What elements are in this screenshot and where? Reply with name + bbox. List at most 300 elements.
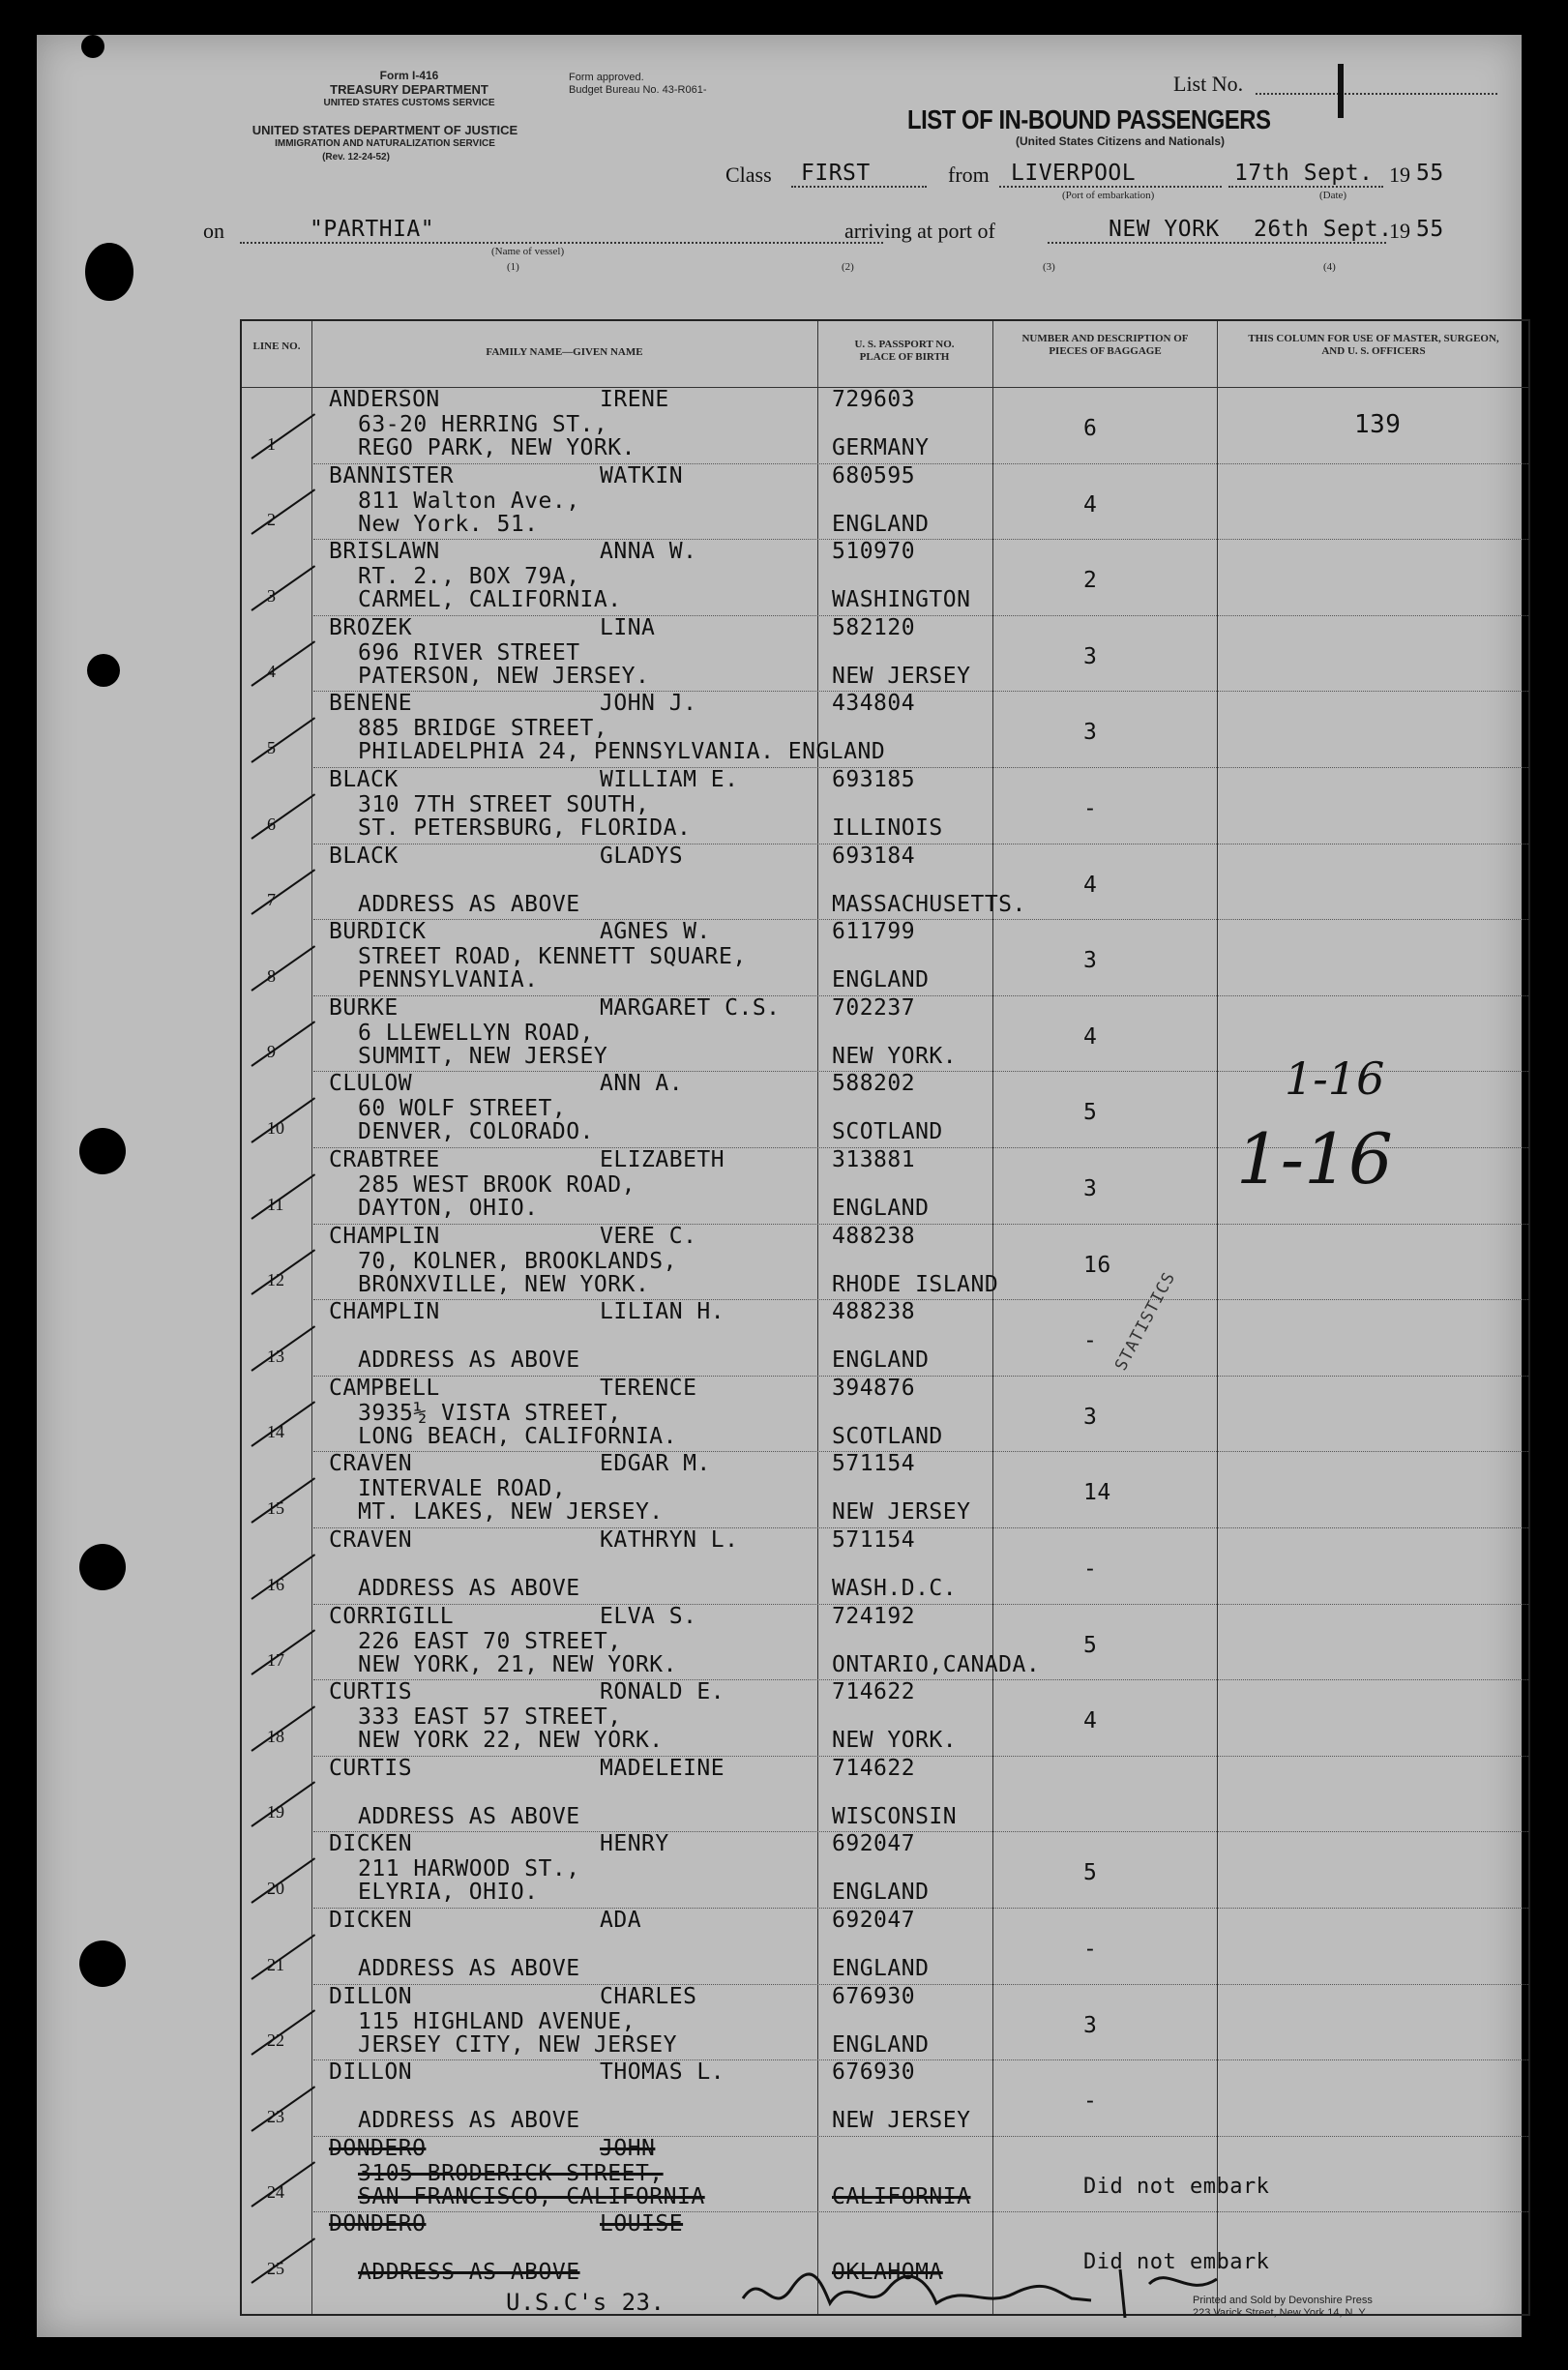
arrival-port: NEW YORK xyxy=(1109,217,1220,242)
passenger-row xyxy=(242,1527,1528,1604)
line-number: 1 xyxy=(267,433,276,454)
address-line-2: NEW YORK 22, NEW YORK. xyxy=(358,1728,664,1754)
address-line-2: ADDRESS AS ABOVE xyxy=(358,1576,580,1601)
passport-number: 692047 xyxy=(832,1831,916,1857)
passenger-row xyxy=(242,1376,1528,1452)
address-line-2: PENNSYLVANIA. xyxy=(358,967,539,993)
from-line xyxy=(999,186,1222,188)
place-of-birth: ENGLAND xyxy=(832,511,930,537)
address-line-1: 696 RIVER STREET xyxy=(358,639,580,666)
passport-number: 488238 xyxy=(832,1299,916,1325)
passenger-row xyxy=(242,1908,1528,1984)
customs-service: UNITED STATES CUSTOMS SERVICE xyxy=(323,98,495,108)
baggage-count: 3 xyxy=(1083,720,1098,746)
line-number: 7 xyxy=(267,890,276,910)
arrival-date: 26th Sept. xyxy=(1254,217,1393,242)
address-line-1: 211 HARWOOD ST., xyxy=(358,1856,580,1882)
passenger-row xyxy=(242,1299,1528,1376)
address-line-1: 63-20 HERRING ST., xyxy=(358,412,608,437)
passenger-row xyxy=(242,1679,1528,1756)
address-line-1: RT. 2., BOX 79A, xyxy=(358,564,580,590)
vessel-line xyxy=(240,242,883,244)
passenger-row xyxy=(242,615,1528,692)
on-label: on xyxy=(203,219,224,243)
place-of-birth: ILLINOIS xyxy=(832,815,943,841)
row-divider xyxy=(313,2059,1528,2060)
address-line-2: New York. 51. xyxy=(358,511,539,537)
address-line-1: 115 HIGHLAND AVENUE, xyxy=(358,2008,636,2034)
row-divider xyxy=(313,1224,1528,1225)
passenger-row xyxy=(242,844,1528,920)
line-number: 14 xyxy=(267,1422,284,1442)
address-line-1: INTERVALE ROAD, xyxy=(358,1476,567,1502)
line-number: 10 xyxy=(267,1117,284,1138)
place-of-birth: WASHINGTON xyxy=(832,587,971,613)
place-of-birth: NEW JERSEY xyxy=(832,2108,971,2134)
address-line-1: 885 BRIDGE STREET, xyxy=(358,716,608,742)
column-header-name: FAMILY NAME—GIVEN NAME xyxy=(486,346,643,358)
passport-number: 714622 xyxy=(832,1679,916,1705)
printer-line-1: Printed and Sold by Devonshire Press xyxy=(1193,2295,1373,2306)
baggage-count: 4 xyxy=(1083,872,1098,898)
given-name: WILLIAM E. xyxy=(600,767,739,792)
line-number: 5 xyxy=(267,737,276,757)
passport-number: 313881 xyxy=(832,1147,916,1172)
from-value: LIVERPOOL xyxy=(1011,161,1137,186)
given-name: LINA xyxy=(600,614,656,640)
tick-mark xyxy=(251,413,315,459)
given-name: HENRY xyxy=(600,1831,669,1857)
given-name: MADELEINE xyxy=(600,1755,725,1781)
row-divider xyxy=(313,1604,1528,1605)
family-name: BRISLAWN xyxy=(329,539,440,565)
baggage-count: - xyxy=(1083,1937,1098,1962)
place-of-birth: MASSACHUSETTS. xyxy=(832,891,1026,917)
family-name: BLACK xyxy=(329,767,399,792)
form-approved: Form approved. xyxy=(569,72,644,83)
passenger-list-form xyxy=(37,35,1522,2337)
passport-number: 588202 xyxy=(832,1071,916,1097)
address-line-2: MT. LAKES, NEW JERSEY. xyxy=(358,1499,664,1526)
place-of-birth: ONTARIO,CANADA. xyxy=(832,1651,1041,1677)
punch-hole xyxy=(79,1940,126,1987)
embark-note: Did not embark xyxy=(1083,2250,1270,2275)
passenger-row xyxy=(242,1756,1528,1832)
row-divider xyxy=(313,1527,1528,1528)
line-number: 16 xyxy=(267,1574,284,1594)
line-number: 18 xyxy=(267,1726,284,1746)
passenger-row xyxy=(242,387,1528,463)
line-number: 23 xyxy=(267,2106,284,2126)
address-line-2: ADDRESS AS ABOVE xyxy=(358,2260,580,2286)
punch-hole xyxy=(79,1128,126,1174)
baggage-count: 4 xyxy=(1083,1708,1098,1734)
punch-hole xyxy=(85,243,133,301)
column-1-number: (1) xyxy=(507,261,519,273)
given-name: JOHN xyxy=(600,2135,656,2161)
row-divider xyxy=(313,1831,1528,1832)
address-line-1: STREET ROAD, KENNETT SQUARE, xyxy=(358,944,747,970)
address-line-1: 3935½ VISTA STREET, xyxy=(358,1400,622,1426)
row-divider xyxy=(313,1908,1528,1909)
address-line-2: ADDRESS AS ABOVE xyxy=(358,891,580,917)
passport-number: 729603 xyxy=(832,387,916,412)
passport-number: 680595 xyxy=(832,462,916,489)
immigration-service: IMMIGRATION AND NATURALIZATION SERVICE xyxy=(275,138,495,149)
punch-hole xyxy=(85,2337,124,2355)
footer-usc: U.S.C's 23. xyxy=(506,2289,666,2316)
signature-scribble xyxy=(733,2260,1236,2327)
passport-number: 582120 xyxy=(832,614,916,640)
officer-note: 139 xyxy=(1354,410,1402,439)
given-name: JOHN J. xyxy=(600,691,697,717)
address-line-2: ST. PETERSBURG, FLORIDA. xyxy=(358,815,692,841)
baggage-count: - xyxy=(1083,1328,1098,1354)
handwritten-tally-large: 1-16 xyxy=(1236,1118,1393,1200)
given-name: LILIAN H. xyxy=(600,1299,725,1325)
tick-mark xyxy=(251,869,315,915)
passenger-row xyxy=(242,1604,1528,1680)
address-line-1: 6 LLEWELLYN ROAD, xyxy=(358,1020,594,1046)
given-name: ELIZABETH xyxy=(600,1147,725,1172)
line-number: 15 xyxy=(267,1497,284,1518)
vessel-caption: (Name of vessel) xyxy=(491,246,565,257)
family-name: DICKEN xyxy=(329,1831,413,1857)
address-line-2: BRONXVILLE, NEW YORK. xyxy=(358,1271,650,1297)
passenger-row xyxy=(242,1831,1528,1908)
place-of-birth: NEW YORK. xyxy=(832,1728,958,1754)
baggage-count: 3 xyxy=(1083,643,1098,669)
tick-mark xyxy=(251,793,315,840)
passenger-row xyxy=(242,1451,1528,1527)
embark-note: Did not embark xyxy=(1083,2174,1270,2199)
passport-number: 434804 xyxy=(832,691,916,717)
given-name: THOMAS L. xyxy=(600,2059,725,2086)
baggage-count: - xyxy=(1083,1556,1098,1582)
arrival-line xyxy=(1048,242,1386,244)
column-4-number: (4) xyxy=(1323,261,1336,273)
row-divider xyxy=(313,539,1528,540)
family-name: CRABTREE xyxy=(329,1147,440,1172)
family-name: CHAMPLIN xyxy=(329,1299,440,1325)
given-name: WATKIN xyxy=(600,462,684,489)
column-2-number: (2) xyxy=(842,261,854,273)
place-of-birth: CALIFORNIA xyxy=(832,2183,971,2209)
passenger-table xyxy=(240,319,1530,2316)
family-name: DONDERO xyxy=(329,2135,427,2161)
given-name: ADA xyxy=(600,1908,642,1933)
family-name: CAMPBELL xyxy=(329,1375,440,1401)
family-name: CORRIGILL xyxy=(329,1603,455,1629)
list-no-mark xyxy=(1338,64,1344,118)
family-name: CURTIS xyxy=(329,1679,413,1705)
place-of-birth: ENGLAND xyxy=(832,1348,930,1374)
address-line-2: ELYRIA, OHIO. xyxy=(358,1880,539,1906)
arrival-year-prefix: 19 xyxy=(1389,219,1410,243)
tick-mark xyxy=(251,717,315,763)
family-name: CRAVEN xyxy=(329,1451,413,1477)
line-number: 20 xyxy=(267,1878,284,1898)
class-value: FIRST xyxy=(801,161,871,186)
row-divider xyxy=(313,691,1528,692)
place-of-birth: NEW YORK. xyxy=(832,1043,958,1069)
given-name: AGNES W. xyxy=(600,919,711,945)
column-3-number: (3) xyxy=(1043,261,1055,273)
address-line-2: LONG BEACH, CALIFORNIA. xyxy=(358,1423,677,1449)
passport-number: 692047 xyxy=(832,1908,916,1933)
list-no-line xyxy=(1256,93,1497,95)
row-divider xyxy=(313,1679,1528,1680)
departure-date-line xyxy=(1228,186,1383,188)
place-of-birth: ENGLAND xyxy=(832,1956,930,1981)
row-divider xyxy=(313,1451,1528,1452)
tick-mark xyxy=(251,641,315,688)
given-name: IRENE xyxy=(600,387,669,412)
baggage-count: - xyxy=(1083,2089,1098,2115)
row-divider xyxy=(313,767,1528,768)
given-name: VERE C. xyxy=(600,1223,697,1249)
class-line xyxy=(791,186,927,188)
address-line-2: SUMMIT, NEW JERSEY xyxy=(358,1043,608,1069)
given-name: ANN A. xyxy=(600,1071,684,1097)
family-name: DONDERO xyxy=(329,2211,427,2237)
passport-number: 510970 xyxy=(832,539,916,565)
baggage-count: 3 xyxy=(1083,948,1098,974)
passport-number: 488238 xyxy=(832,1223,916,1249)
line-number: 11 xyxy=(267,1194,284,1214)
port-embarkation-caption: (Port of embarkation) xyxy=(1062,190,1155,201)
passenger-row xyxy=(242,919,1528,995)
line-number: 2 xyxy=(267,510,276,530)
row-divider xyxy=(313,919,1528,920)
address-line-2: DENVER, COLORADO. xyxy=(358,1119,594,1145)
passenger-row xyxy=(242,539,1528,615)
baggage-count: 4 xyxy=(1083,1023,1098,1050)
place-of-birth: NEW JERSEY xyxy=(832,663,971,689)
departure-date: 17th Sept. xyxy=(1234,161,1374,186)
address-line-1: 60 WOLF STREET, xyxy=(358,1096,567,1122)
family-name: ANDERSON xyxy=(329,387,440,412)
treasury-department: TREASURY DEPARTMENT xyxy=(330,82,488,97)
place-of-birth: OKLAHOMA xyxy=(832,2260,943,2286)
family-name: CURTIS xyxy=(329,1755,413,1781)
place-of-birth: SCOTLAND xyxy=(832,1119,943,1145)
place-of-birth: WASH.D.C. xyxy=(832,1576,958,1601)
tick-mark xyxy=(251,945,315,992)
given-name: EDGAR M. xyxy=(600,1451,711,1477)
address-line-1: 333 EAST 57 STREET, xyxy=(358,1704,622,1731)
passport-number: 693184 xyxy=(832,843,916,869)
place-of-birth: ENGLAND xyxy=(832,1880,930,1906)
date-caption: (Date) xyxy=(1319,190,1347,201)
place-of-birth: ENGLAND xyxy=(832,2031,930,2058)
address-line-2: ADDRESS AS ABOVE xyxy=(358,2108,580,2134)
line-number: 21 xyxy=(267,1954,284,1974)
family-name: BURDICK xyxy=(329,919,427,945)
address-line-2: PATERSON, NEW JERSEY. xyxy=(358,663,650,689)
passenger-row xyxy=(242,1224,1528,1300)
vessel-name: "PARTHIA" xyxy=(310,217,435,242)
handwritten-tally-small: 1-16 xyxy=(1285,1052,1385,1105)
address-line-1: 310 7TH STREET SOUTH, xyxy=(358,792,650,817)
column-header-officers: THIS COLUMN FOR USE OF MASTER, SURGEON, AND U. S. OFFICERS xyxy=(1248,333,1499,357)
family-name: DILLON xyxy=(329,2059,413,2086)
justice-department: UNITED STATES DEPARTMENT OF JUSTICE xyxy=(251,123,518,137)
row-divider xyxy=(313,2211,1528,2212)
punch-hole xyxy=(81,35,104,58)
passenger-row xyxy=(242,691,1528,767)
punch-hole xyxy=(87,654,120,687)
family-name: BURKE xyxy=(329,994,399,1021)
passport-number: 676930 xyxy=(832,1983,916,2009)
printer-line-2: 223 Varick Street, New York 14, N. Y. xyxy=(1193,2307,1368,2319)
line-number: 9 xyxy=(267,1042,276,1062)
given-name: MARGARET C.S. xyxy=(600,994,781,1021)
line-number: 22 xyxy=(267,2030,284,2051)
passenger-row xyxy=(242,463,1528,540)
passport-number: 693185 xyxy=(832,767,916,792)
line-number: 8 xyxy=(267,965,276,986)
passport-number: 714622 xyxy=(832,1755,916,1781)
arrival-year: 55 xyxy=(1416,217,1444,242)
baggage-count: 3 xyxy=(1083,2012,1098,2038)
address-line-2: NEW YORK, 21, NEW YORK. xyxy=(358,1651,677,1677)
row-divider xyxy=(313,1756,1528,1757)
family-name: CLULOW xyxy=(329,1071,413,1097)
class-label: Class xyxy=(725,163,772,187)
line-number: 19 xyxy=(267,1802,284,1822)
address-line-1: 811 Walton Ave., xyxy=(358,488,580,514)
passport-number: 571154 xyxy=(832,1527,916,1553)
place-of-birth: SCOTLAND xyxy=(832,1423,943,1449)
baggage-count: 3 xyxy=(1083,1176,1098,1201)
row-divider xyxy=(313,1376,1528,1377)
given-name: TERENCE xyxy=(600,1375,697,1401)
baggage-count: 14 xyxy=(1083,1480,1111,1506)
passenger-row xyxy=(242,1984,1528,2060)
given-name: ELVA S. xyxy=(600,1603,697,1629)
address-line-2: SAN FRANCISCO, CALIFORNIA xyxy=(358,2183,705,2209)
passenger-row xyxy=(242,2059,1528,2136)
passport-number: 676930 xyxy=(832,2059,916,2086)
line-number: 12 xyxy=(267,1270,284,1290)
address-line-2: DAYTON, OHIO. xyxy=(358,1196,539,1221)
given-name: ANNA W. xyxy=(600,539,697,565)
baggage-count: 4 xyxy=(1083,491,1098,518)
tick-mark xyxy=(251,565,315,611)
passport-number: 394876 xyxy=(832,1375,916,1401)
address-line-2: ADDRESS AS ABOVE xyxy=(358,1348,580,1374)
given-name: CHARLES xyxy=(600,1983,697,2009)
place-of-birth: ENGLAND xyxy=(832,1196,930,1221)
family-name: BROZEK xyxy=(329,614,413,640)
place-of-birth: NEW JERSEY xyxy=(832,1499,971,1526)
row-divider xyxy=(313,615,1528,616)
passport-number: 724192 xyxy=(832,1603,916,1629)
passenger-row xyxy=(242,767,1528,844)
form-title: LIST OF IN-BOUND PASSENGERS xyxy=(907,104,1271,134)
tick-mark xyxy=(251,489,315,535)
place-of-birth: GERMANY xyxy=(832,435,930,460)
address-line-2: JERSEY CITY, NEW JERSEY xyxy=(358,2031,677,2058)
statistics-stamp: STATISTICS xyxy=(1110,1268,1180,1375)
place-of-birth: RHODE ISLAND xyxy=(832,1271,999,1297)
row-divider xyxy=(313,995,1528,996)
column-header-line-no: LINE NO. xyxy=(252,341,301,352)
address-line-2: ADDRESS AS ABOVE xyxy=(358,1956,580,1981)
baggage-count: 2 xyxy=(1083,568,1098,594)
given-name: GLADYS xyxy=(600,843,684,869)
baggage-count: 5 xyxy=(1083,1632,1098,1658)
address-line-1: 3105 BRODERICK STREET, xyxy=(358,2160,664,2186)
line-number: 6 xyxy=(267,814,276,834)
address-line-2: REGO PARK, NEW YORK. xyxy=(358,435,636,460)
family-name: BENENE xyxy=(329,691,413,717)
address-line-1: 285 WEST BROOK ROAD, xyxy=(358,1172,636,1198)
baggage-count: 16 xyxy=(1083,1252,1111,1278)
address-line-2: PHILADELPHIA 24, PENNSYLVANIA. ENGLAND xyxy=(358,739,886,765)
punch-hole xyxy=(79,1544,126,1590)
departure-year-prefix: 19 xyxy=(1389,163,1410,187)
given-name: RONALD E. xyxy=(600,1679,725,1705)
line-number: 25 xyxy=(267,2258,284,2278)
line-number: 4 xyxy=(267,662,276,682)
revision-date: (Rev. 12-24-52) xyxy=(322,152,390,163)
tick-mark xyxy=(251,1022,315,1068)
column-header-passport: U. S. PASSPORT NO. PLACE OF BIRTH xyxy=(854,339,955,363)
given-name: KATHRYN L. xyxy=(600,1527,739,1553)
given-name: LOUISE xyxy=(600,2211,684,2237)
address-line-1: 226 EAST 70 STREET, xyxy=(358,1628,622,1654)
address-line-1: 70, KOLNER, BROOKLANDS, xyxy=(358,1248,677,1274)
passport-number: 702237 xyxy=(832,994,916,1021)
row-divider xyxy=(313,1984,1528,1985)
family-name: BANNISTER xyxy=(329,462,455,489)
baggage-count: 6 xyxy=(1083,416,1098,441)
row-divider xyxy=(313,1299,1528,1300)
cancelled-passenger-row xyxy=(242,2136,1528,2212)
row-divider xyxy=(313,463,1528,464)
line-number: 24 xyxy=(267,2182,284,2203)
place-of-birth: WISCONSIN xyxy=(832,1803,958,1829)
arriving-label: arriving at port of xyxy=(844,219,995,243)
from-label: from xyxy=(948,163,990,187)
passport-number: 611799 xyxy=(832,919,916,945)
baggage-count: 5 xyxy=(1083,1100,1098,1126)
baggage-count: 3 xyxy=(1083,1404,1098,1430)
departure-year: 55 xyxy=(1416,161,1444,186)
row-divider xyxy=(313,2136,1528,2137)
baggage-count: - xyxy=(1083,796,1098,821)
line-number: 17 xyxy=(267,1650,284,1671)
list-no-label: List No. xyxy=(1173,72,1244,96)
place-of-birth: ENGLAND xyxy=(832,967,930,993)
form-subtitle: (United States Citizens and Nationals) xyxy=(1015,134,1226,148)
family-name: BLACK xyxy=(329,843,399,869)
baggage-count: 5 xyxy=(1083,1860,1098,1886)
family-name: DILLON xyxy=(329,1983,413,2009)
column-header-baggage: NUMBER AND DESCRIPTION OF PIECES OF BAGGAGE xyxy=(1021,333,1189,357)
passport-number: 571154 xyxy=(832,1451,916,1477)
budget-bureau: Budget Bureau No. 43-R061- xyxy=(569,84,707,96)
address-line-2: ADDRESS AS ABOVE xyxy=(358,1803,580,1829)
family-name: CRAVEN xyxy=(329,1527,413,1553)
officer-signature xyxy=(733,2260,1236,2327)
form-number: Form I-416 xyxy=(379,69,439,82)
family-name: CHAMPLIN xyxy=(329,1223,440,1249)
address-line-2: CARMEL, CALIFORNIA. xyxy=(358,587,622,613)
line-number: 13 xyxy=(267,1346,284,1366)
